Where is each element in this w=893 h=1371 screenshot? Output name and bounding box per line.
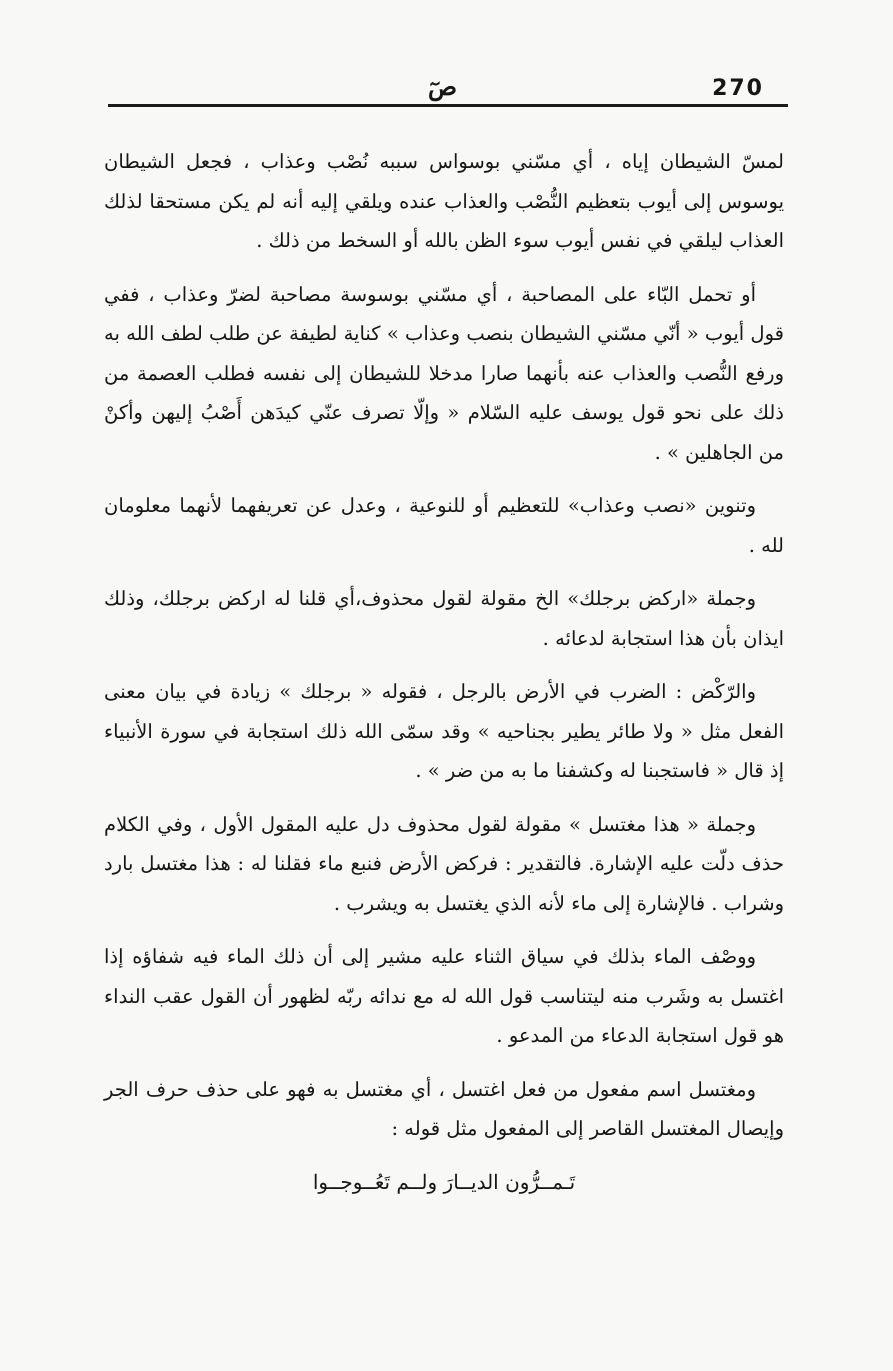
page-number: 270	[712, 76, 764, 101]
paragraph: ومغتسل اسم مفعول من فعل اغتسل ، أي مغتسل به فهو على حذف حرف الجر وإيصال المغتسل القاصر إلى المفعول مثل قوله :	[104, 1077, 784, 1140]
paragraph: وتنوين «نصب وعذاب» للتعظيم أو للنوعية ، وعدل عن تعريفهما لأنهما معلومان لله .	[104, 494, 784, 557]
paragraph: والرّكْض : الضرب في الأرض بالرجل ، فقوله « برجلك » زيادة في بيان معنى الفعل مثل « ولا طائر يطير بجناحيه » وقد سمّى الله ذلك استجابة في سورة الأنبياء إذ قال « فاستجبنا له وكشفنا ما به من ضر » .	[104, 680, 784, 782]
paragraph: لمسّ الشيطان إياه ، أي مسّني بوسواس سببه نُصْب وعذاب ، فجعل الشيطان يوسوس إلى أيوب بتعظيم النُّصْب والعذاب عنده ويلقي إليه أنه لم يكن مستحقا لذلك العذاب ليلقي في نفس أيوب سوء الظن بالله أو السخط من ذلك .	[104, 150, 784, 252]
surah-title: صٓ	[428, 72, 458, 101]
page-header	[108, 70, 788, 107]
paragraph: وجملة «اركض برجلك» الخ مقولة لقول محذوف،أي قلنا له اركض برجلك، وذلك ايذان بأن هذا استجابة لدعائه .	[104, 587, 784, 650]
paragraph: وجملة « هذا مغتسل » مقولة لقول محذوف دل عليه المقول الأول ، وفي الكلام حذف دلّت عليه الإشارة. فالتقدير : فركض الأرض فنبع ماء فقلنا له : هذا مغتسل بارد وشراب . فالإشارة إلى ماء لأنه الذي يغتسل به ويشرب .	[104, 812, 784, 915]
page-body	[104, 142, 784, 1216]
paragraph: أو تحمل البّاء على المصاحبة ، أي مسّني بوسوسة مصاحبة لضرّ وعذاب ، ففي قول أيوب « أنّي مسّني الشيطان بنصب وعذاب » كناية لطيفة عن طلب لطف الله به ورفع النُّصب والعذاب عنه بأنهما صارا مدخلا للشيطان إلى نفسه فطلب العصمة من ذلك على نحو قول يوسف عليه السّلام « وإلّا تصرف عنّي كيدَهن أَصْبُ إليهن وأكنْ من الجاهلين » .	[104, 282, 784, 464]
paragraph: ووصْف الماء بذلك في سياق الثناء عليه مشير إلى أن ذلك الماء فيه شفاؤه إذا اغتسل به وشَرب منه ليتناسب قول الله له مع ندائه ربّه لظهور أن القول عقب النداء هو قول استجابة الدعاء من المدعو .	[104, 945, 784, 1047]
poetry-verse: تَـمــرُّون الديــارَ ولــم تَعُــوجــوا	[312, 1169, 576, 1194]
